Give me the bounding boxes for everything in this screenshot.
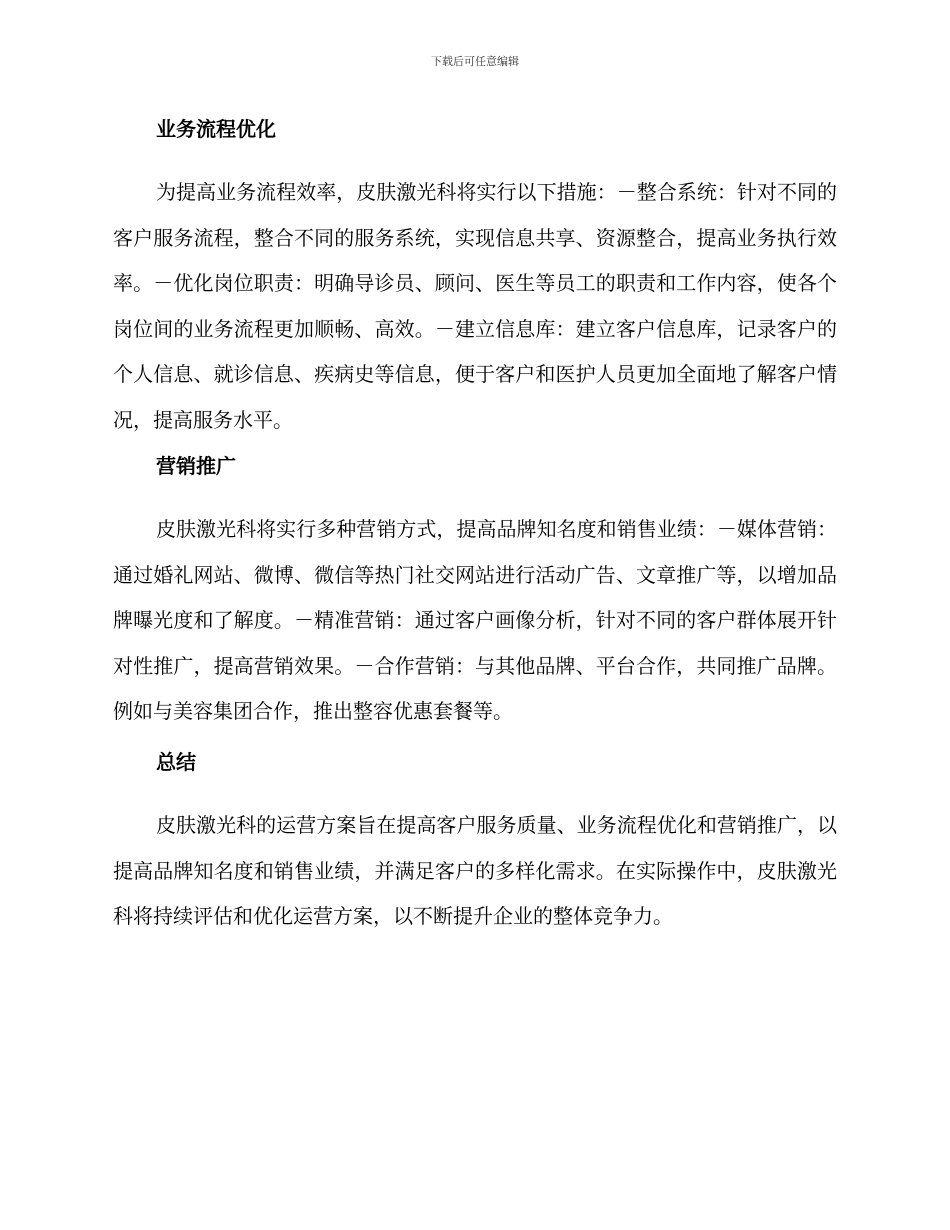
section-paragraph: 为提高业务流程效率，皮肤激光科将实行以下措施：－整合系统：针对不同的客户服务流程，整合不同的服务系统，实现信息共享、资源整合，提高业务执行效率。－优化岗位职责：明确导诊员、顾问、医生等员工的职责和工作内容，使各个岗位间的业务流程更加顺畅、高效。－建立信息库：建立客户信息库，记录客户的个人信息、就诊信息、疾病史等信息，便于客户和医护人员更加全面地了解客户情况，提高服务水平。 (113, 180, 837, 432)
section-heading: 营销推广 (156, 454, 236, 478)
section-business-process (113, 115, 837, 443)
section-summary (113, 748, 837, 940)
section-marketing (113, 452, 837, 735)
page-header: 下载后可任意编辑 (431, 55, 519, 68)
section-paragraph: 皮肤激光科将实行多种营销方式，提高品牌知名度和销售业绩：－媒体营销：通过婚礼网站、微博、微信等热门社交网站进行活动广告、文章推广等，以增加品牌曝光度和了解度。－精准营销：通过客户画像分析，针对不同的客户群体展开针对性推广，提高营销效果。－合作营销：与其他品牌、平台合作，共同推广品牌。例如与美容集团合作，推出整容优惠套餐等。 (113, 517, 837, 723)
section-heading: 总结 (156, 750, 196, 774)
section-heading: 业务流程优化 (156, 117, 276, 141)
section-paragraph: 皮肤激光科的运营方案旨在提高客户服务质量、业务流程优化和营销推广，以提高品牌知名度和销售业绩，并满足客户的多样化需求。在实际操作中，皮肤激光科将持续评估和优化运营方案，以不断提升企业的整体竞争力。 (113, 813, 837, 928)
